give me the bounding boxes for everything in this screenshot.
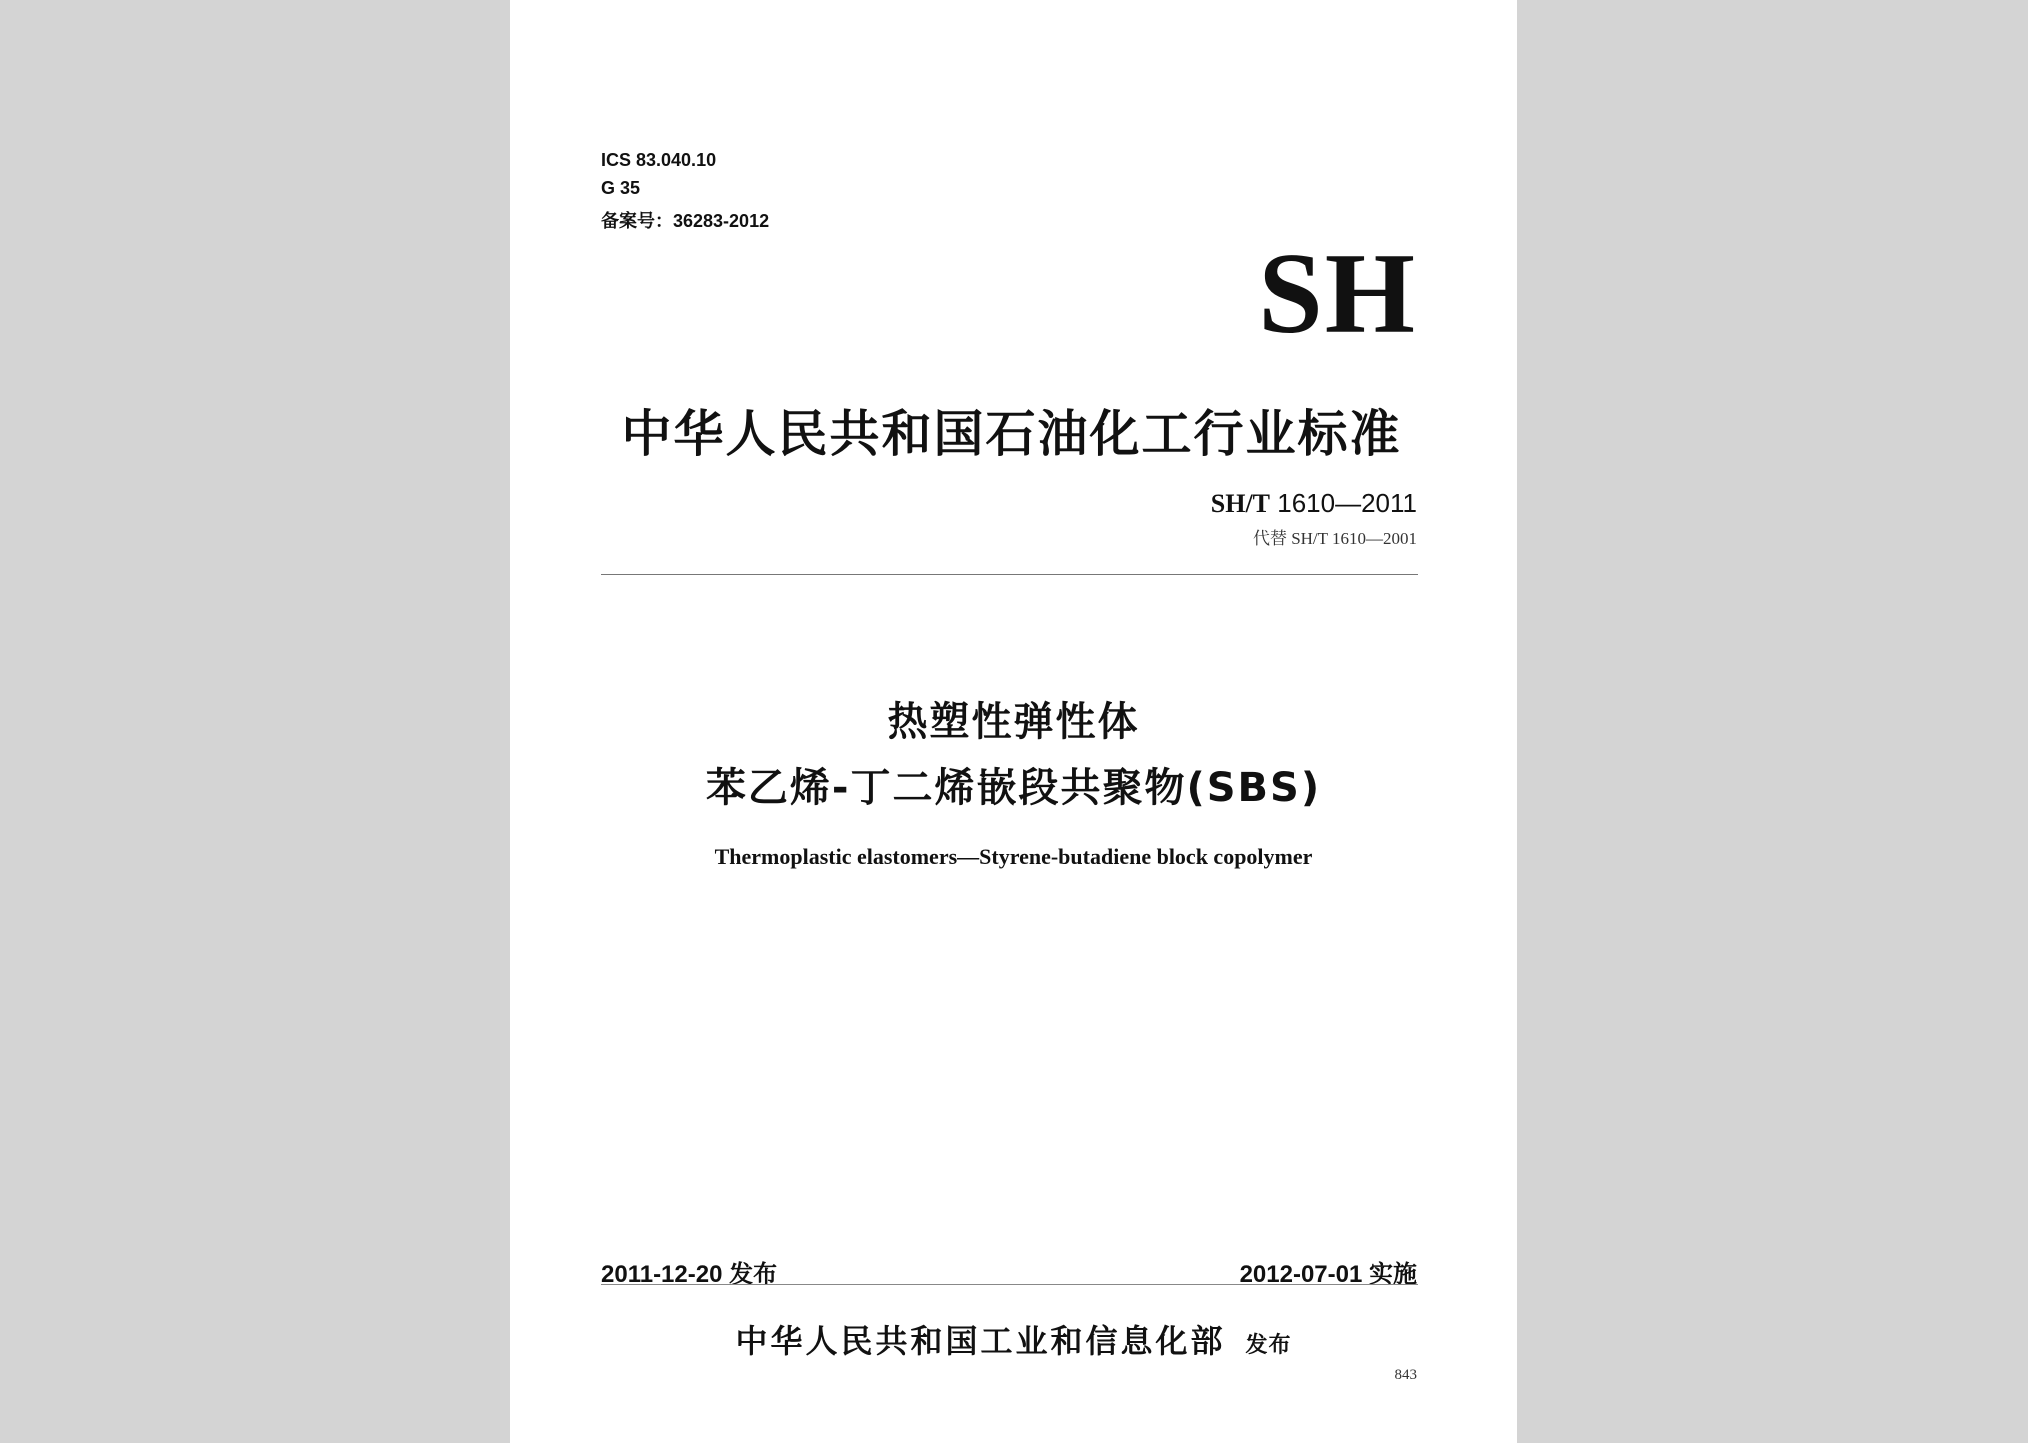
- page-number: 843: [1394, 1367, 1417, 1383]
- footer-divider: [601, 1284, 1418, 1285]
- publisher-action: 发布: [1245, 1333, 1292, 1358]
- ics-code: ICS 83.040.10: [601, 150, 717, 170]
- standard-title: 中华人民共和国石油化工行业标准: [621, 405, 1402, 463]
- doc-title-line2: 苯乙烯-丁二烯嵌段共聚物(SBS): [705, 765, 1322, 811]
- standard-prefix: SH/T: [1210, 489, 1271, 518]
- issue-date: 2011-12-20 发布: [601, 1261, 778, 1288]
- implementation-date: 2012-07-01 实施: [1239, 1261, 1417, 1288]
- replaces-note: 代替 SH/T 1610—2001: [1252, 529, 1417, 548]
- filing-number: 备案号：36283-2012: [601, 211, 770, 231]
- ccs-code: G 35: [601, 178, 641, 198]
- sh-logo: SH: [1258, 230, 1417, 358]
- document-page: [510, 0, 1517, 1443]
- doc-title-line1: 热塑性弹性体: [887, 699, 1140, 745]
- doc-title-english: Thermoplastic elastomers—Styrene-butadiene block copolymer: [714, 844, 1313, 869]
- header-divider: [601, 574, 1418, 575]
- standard-number-value: 1610—2011: [1277, 488, 1417, 518]
- standard-number: [1211, 488, 1417, 519]
- publisher-name: 中华人民共和国工业和信息化部: [735, 1322, 1226, 1360]
- publisher: [510, 1316, 1517, 1362]
